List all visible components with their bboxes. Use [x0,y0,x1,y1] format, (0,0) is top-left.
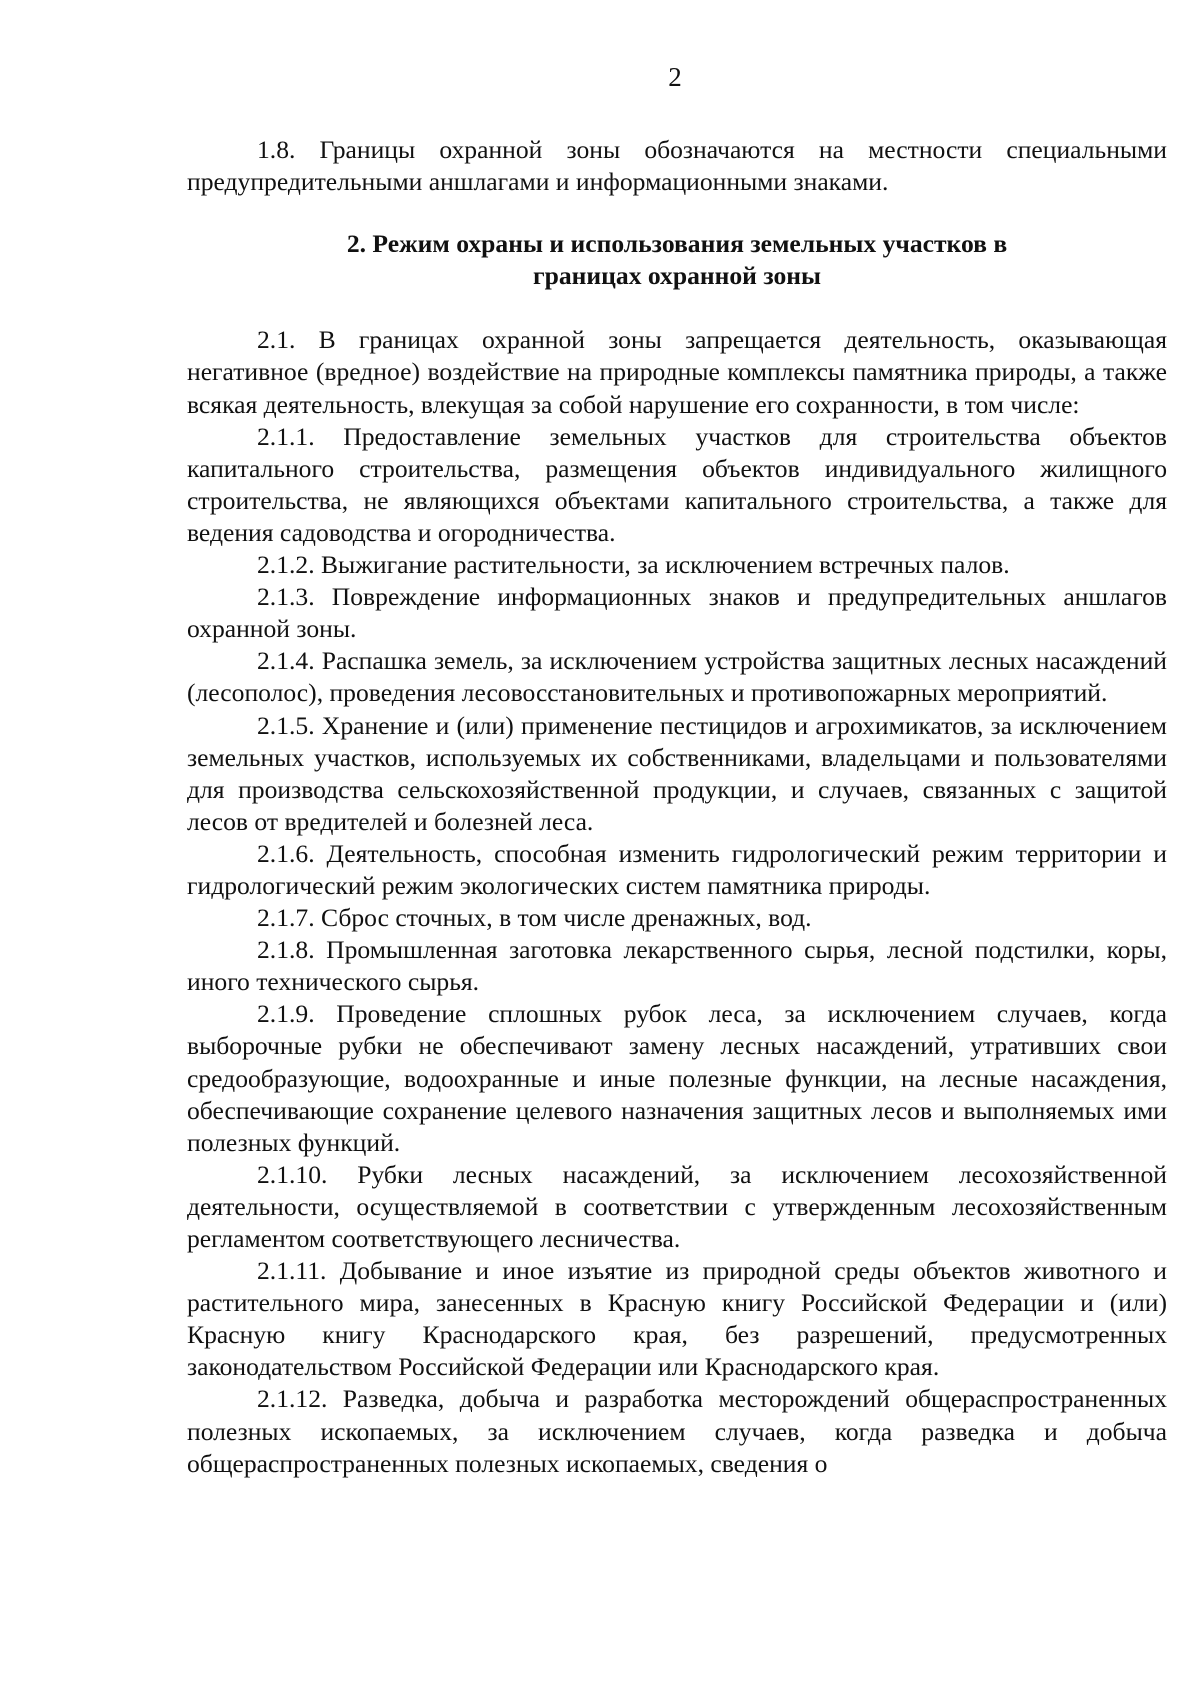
paragraph-2-1-1: 2.1.1. Предоставление земельных участков для строительства объектов капитального строительства, размещения объектов индивидуального жилищного строительства, не являющихся объектами капитального строительства, а также для ведения садоводства и огородничества. [187,421,1167,547]
paragraph-2-1-5: 2.1.5. Хранение и (или) применение пестицидов и агрохимикатов, за исключением земельных участков, используемых их собственниками, владельцами и пользователями для производства сельскохозяйственной продукции, и случаев, связанных с защитой лесов от вредителей и болезней леса. [187,710,1167,836]
page-number: 2 [668,62,682,92]
paragraph-2-1-8: 2.1.8. Промышленная заготовка лекарственного сырья, лесной подстилки, коры, иного технического сырья. [187,935,1167,997]
spacer [187,292,1167,324]
paragraph-2-1-4: 2.1.4. Распашка земель, за исключением устройства защитных лесных насаждений (лесополос), проведения лесовосстановительных и противопожарных мероприятий. [187,646,1167,708]
section-heading [187,228,1167,292]
spacer [187,198,1167,228]
paragraph-2-1-6: 2.1.6. Деятельность, способная изменить гидрологический режим территории и гидрологический режим экологических систем памятника природы. [187,838,1167,900]
paragraph-2-1-7: 2.1.7. Сброс сточных, в том числе дренажных, вод. [257,903,812,933]
paragraph-2-1-2: 2.1.2. Выжигание растительности, за исключением встречных палов. [257,550,1010,580]
section-heading-line-1: 2. Режим охраны и использования земельных участков в [346,229,1008,259]
document-body [187,134,1167,1480]
section-heading-line-2: границах охранной зоны [533,261,821,291]
paragraph-2-1-3: 2.1.3. Повреждение информационных знаков и предупредительных аншлагов охранной зоны. [187,582,1167,644]
paragraph-2-1-11: 2.1.11. Добывание и иное изъятие из природной среды объектов животного и растительного мира, занесенных в Красную книгу Российской Федерации и (или) Красную книгу Краснодарского края, без разрешений, предусмотренных законодательством Российской Федерации или Краснодарского края. [187,1256,1167,1382]
paragraph-2-1-10: 2.1.10. Рубки лесных насаждений, за исключением лесохозяйственной деятельности, осуществляемой в соответствии с утвержденным лесохозяйственным регламентом соответствующего лесничества. [187,1159,1167,1253]
paragraph-2-1-12: 2.1.12. Разведка, добыча и разработка месторождений общераспространенных полезных ископаемых, за исключением случаев, когда разведка и добыча общераспространенных полезных ископаемых, сведения о [187,1384,1167,1478]
paragraph-2-1: 2.1. В границах охранной зоны запрещается деятельность, оказывающая негативное (вредное) воздействие на природные комплексы памятника природы, а также всякая деятельность, влекущая за собой нарушение его сохранности, в том числе: [187,325,1167,419]
paragraph-2-1-9: 2.1.9. Проведение сплошных рубок леса, за исключением случаев, когда выборочные рубки не обеспечивают замену лесных насаждений, утративших свои средообразующие, водоохранные и иные полезные функции, на лесные насаждения, обеспечивающие сохранение целевого назначения защитных лесов и выполняемых ими полезных функций. [187,999,1167,1157]
paragraph-1-8: 1.8. Границы охранной зоны обозначаются на местности специальными предупредительными аншлагами и информационными знаками. [187,135,1167,197]
